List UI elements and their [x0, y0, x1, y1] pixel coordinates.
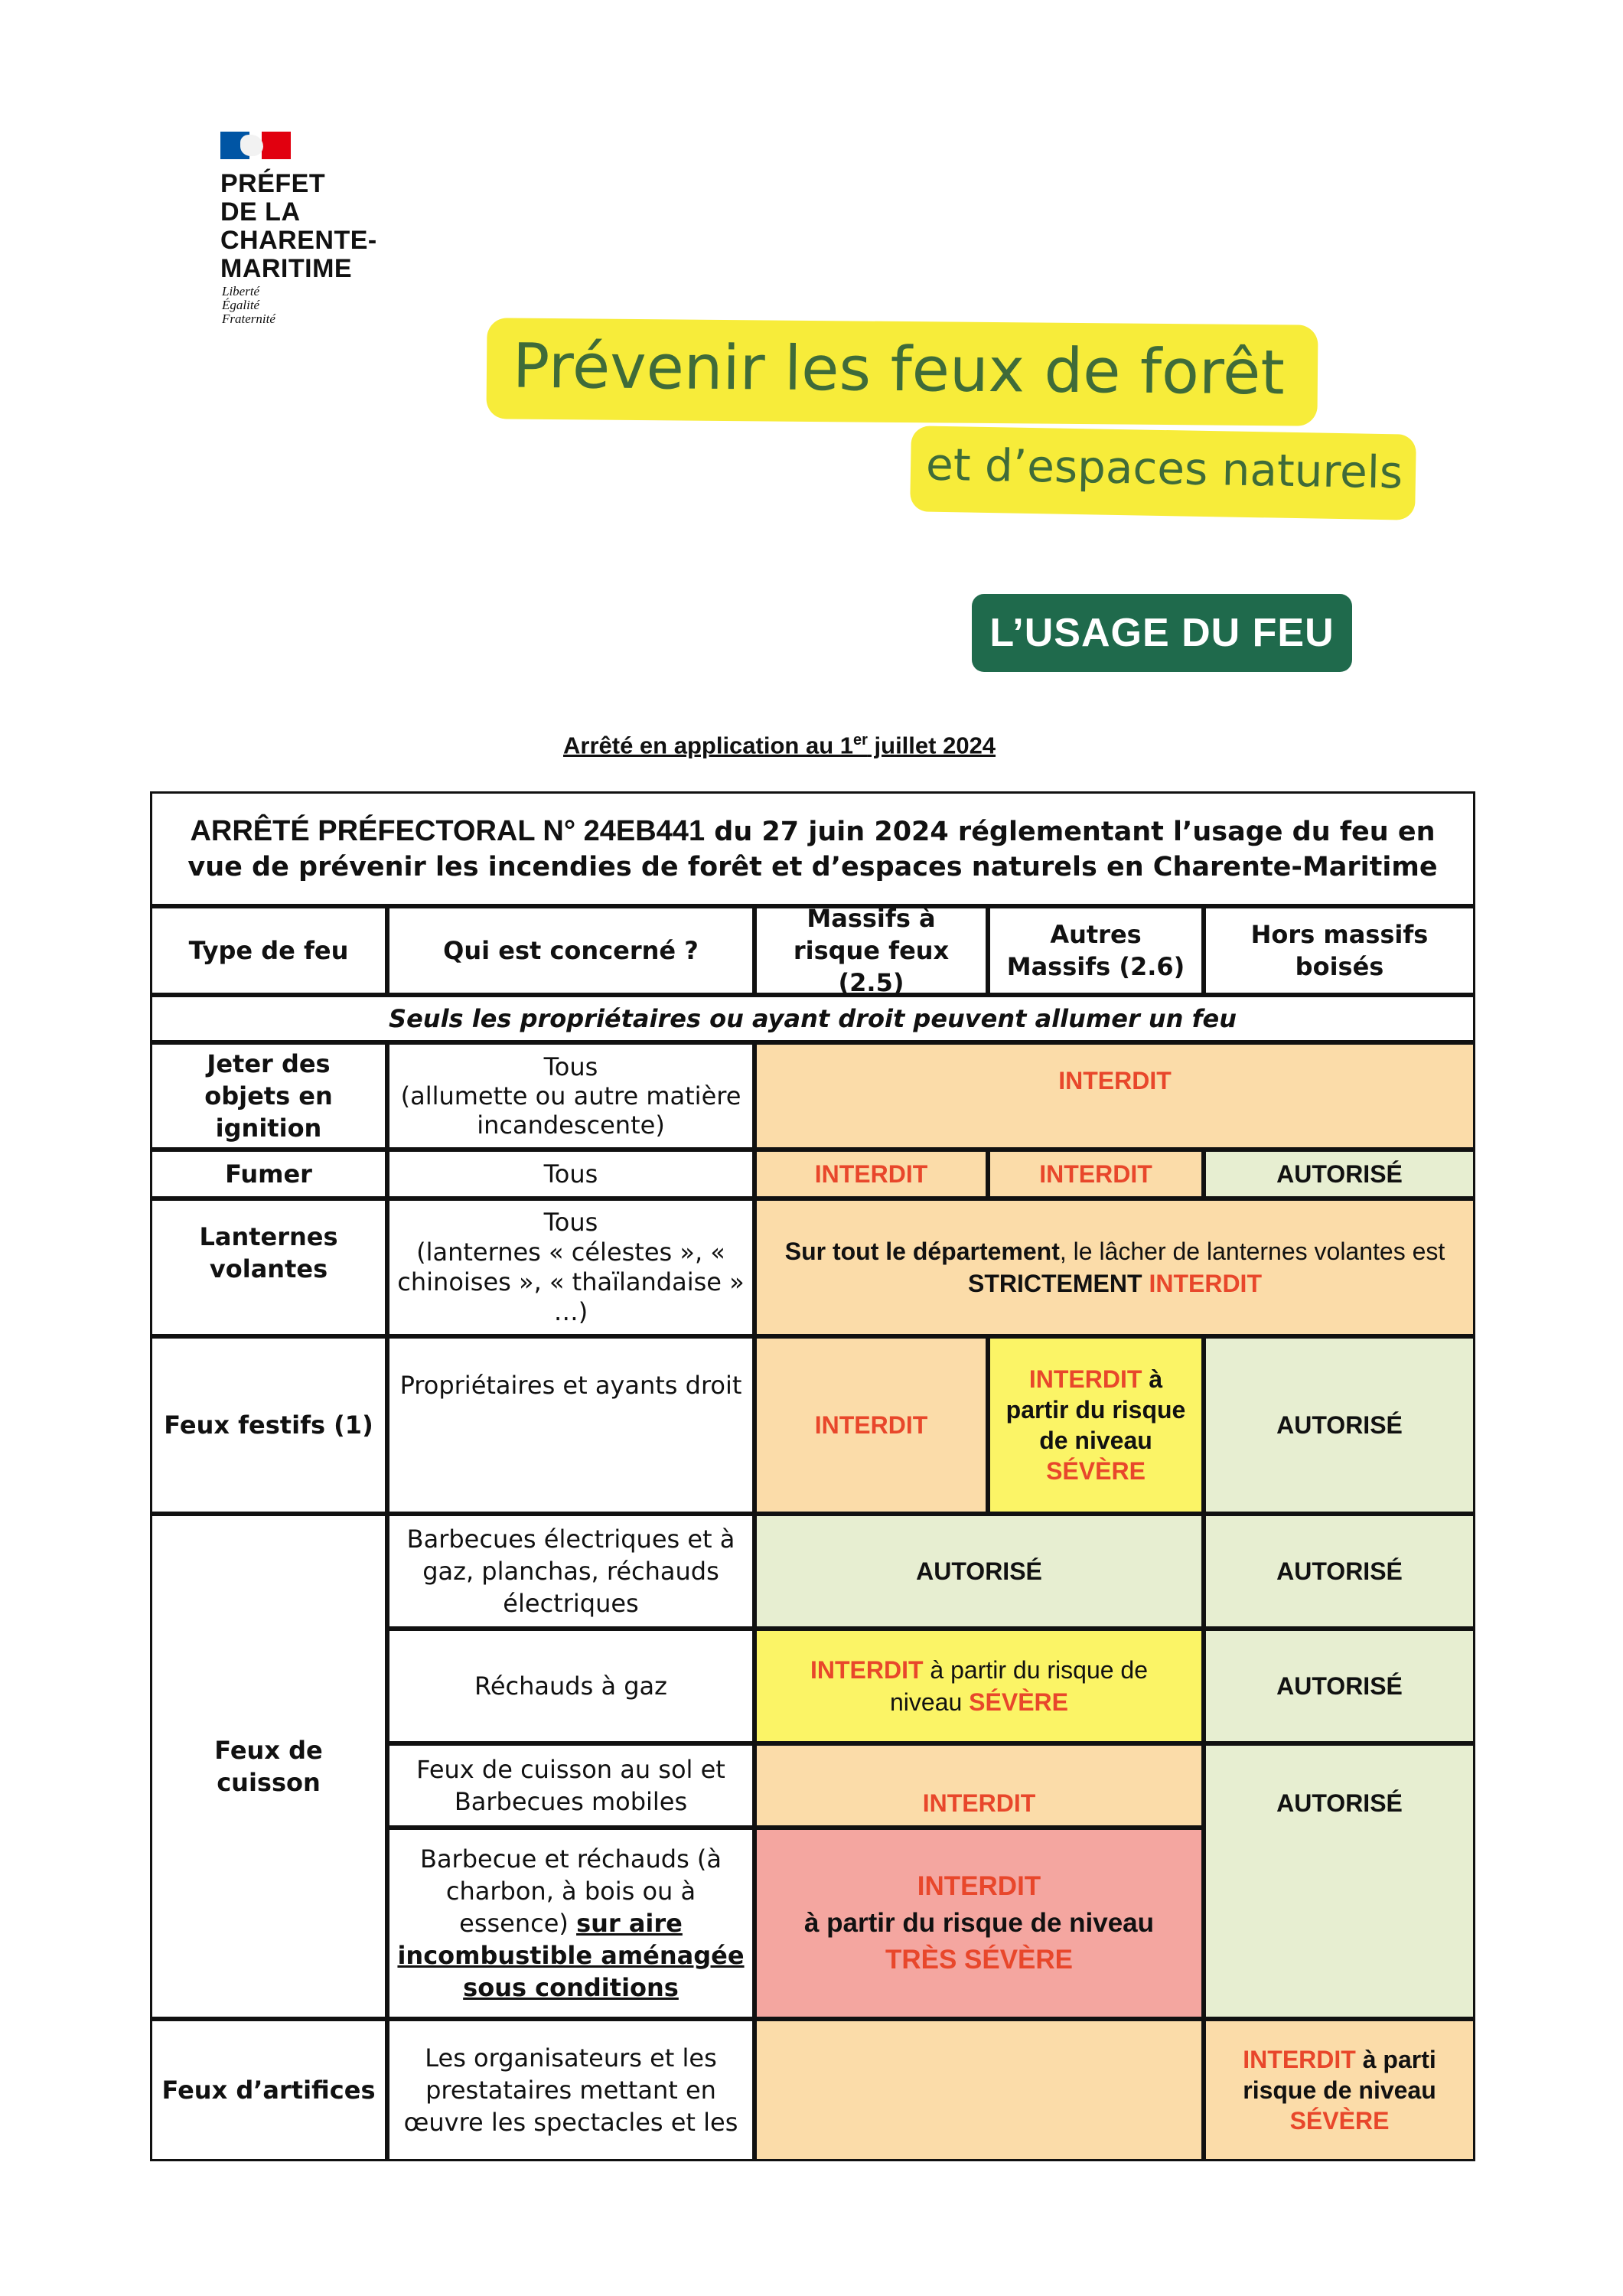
row-cuisson-elec-hors: AUTORISÉ: [1204, 1514, 1475, 1629]
header-hors-massifs: Hors massifs boisés: [1204, 906, 1475, 995]
row-lanternes-status: Sur tout le département, le lâcher de lanternes volantes est STRICTEMENT INTERDIT: [754, 1199, 1475, 1336]
row-cuisson-charbon-who: Barbecue et réchauds (à charbon, à bois ou à essence) sur aire incombustible aménagée sous conditions: [387, 1828, 754, 2019]
row-cuisson-charbon-massifs: INTERDIT à partir du risque de niveau TRÈS SÉVÈRE: [754, 1828, 1204, 2019]
row-fumer-type: Fumer: [150, 1150, 387, 1199]
header-autres-massifs: Autres Massifs (2.6): [988, 906, 1204, 995]
marianne-flag-icon: [220, 132, 291, 159]
row-cuisson-gaz-who: Réchauds à gaz: [387, 1629, 754, 1743]
row-festifs-who: Propriétaires et ayants droit: [387, 1336, 754, 1514]
row-cuisson-hors-lower: AUTORISÉ: [1204, 1743, 1475, 2019]
title-banner: [486, 318, 1318, 426]
row-artifices-who: Les organisateurs et les prestataires mettant en œuvre les spectacles et les: [387, 2019, 754, 2161]
row-lanternes-who: Tous (lanternes « célestes », « chinoises », « thaïlandaise » …): [387, 1199, 754, 1336]
owners-note: Seuls les propriétaires ou ayant droit peuvent allumer un feu: [150, 995, 1475, 1042]
section-badge: L’USAGE DU FEU: [972, 594, 1352, 672]
header-massifs-risque: Massifs à risque feux (2.5): [754, 906, 988, 995]
row-jeter-type: Jeter des objets en ignition: [150, 1042, 387, 1150]
regulation-table: [150, 791, 1475, 2161]
subtitle-banner: [910, 426, 1416, 520]
row-cuisson-type: Feux de cuisson: [150, 1514, 387, 2019]
row-fumer-who: Tous: [387, 1150, 754, 1199]
arrete-title: ARRÊTÉ PRÉFECTORAL N° 24EB441 du 27 juin 2024 réglementant l’usage du feu en vue de prévenir les incendies de forêt et d’espaces naturels en Charente-Maritime: [150, 791, 1475, 906]
row-cuisson-gaz-hors: AUTORISÉ: [1204, 1629, 1475, 1743]
row-cuisson-sol-massifs: INTERDIT: [754, 1743, 1204, 1828]
row-cuisson-elec-massifs: AUTORISÉ: [754, 1514, 1204, 1629]
row-cuisson-elec-who: Barbecues électriques et à gaz, planchas, réchauds électriques: [387, 1514, 754, 1629]
row-artifices-type: Feux d’artifices: [150, 2019, 387, 2161]
row-cuisson-gaz-massifs: INTERDIT à partir du risque de niveau SÉVÈRE: [754, 1629, 1204, 1743]
row-festifs-autres: INTERDIT à partir du risque de niveau SÉVÈRE: [988, 1336, 1204, 1514]
row-fumer-massifs: INTERDIT: [754, 1150, 988, 1199]
row-festifs-massifs: INTERDIT: [754, 1336, 988, 1514]
row-festifs-hors: AUTORISÉ: [1204, 1336, 1475, 1514]
republic-motto: Liberté Égalité Fraternité: [222, 284, 275, 326]
row-cuisson-sol-who: Feux de cuisson au sol et Barbecues mobiles: [387, 1743, 754, 1828]
row-artifices-massifs: [754, 2019, 1204, 2161]
header-who: Qui est concerné ?: [387, 906, 754, 995]
row-jeter-status: INTERDIT: [754, 1042, 1475, 1150]
prefecture-name: PRÉFET DE LA CHARENTE- MARITIME: [220, 169, 377, 283]
page-title: Prévenir les feux de forêt: [512, 330, 1286, 409]
row-festifs-type: Feux festifs (1): [150, 1336, 387, 1514]
arrete-date: Arrêté en application au 1er juillet 2024: [563, 732, 996, 759]
header-type: Type de feu: [150, 906, 387, 995]
row-fumer-autres: INTERDIT: [988, 1150, 1204, 1199]
row-jeter-who: Tous (allumette ou autre matière incandescente): [387, 1042, 754, 1150]
row-artifices-hors: INTERDIT à parti risque de niveau SÉVÈRE: [1204, 2019, 1475, 2161]
row-fumer-hors: AUTORISÉ: [1204, 1150, 1475, 1199]
page-subtitle: et d’espaces naturels: [925, 438, 1403, 499]
row-lanternes-type: Lanternes volantes: [150, 1199, 387, 1336]
